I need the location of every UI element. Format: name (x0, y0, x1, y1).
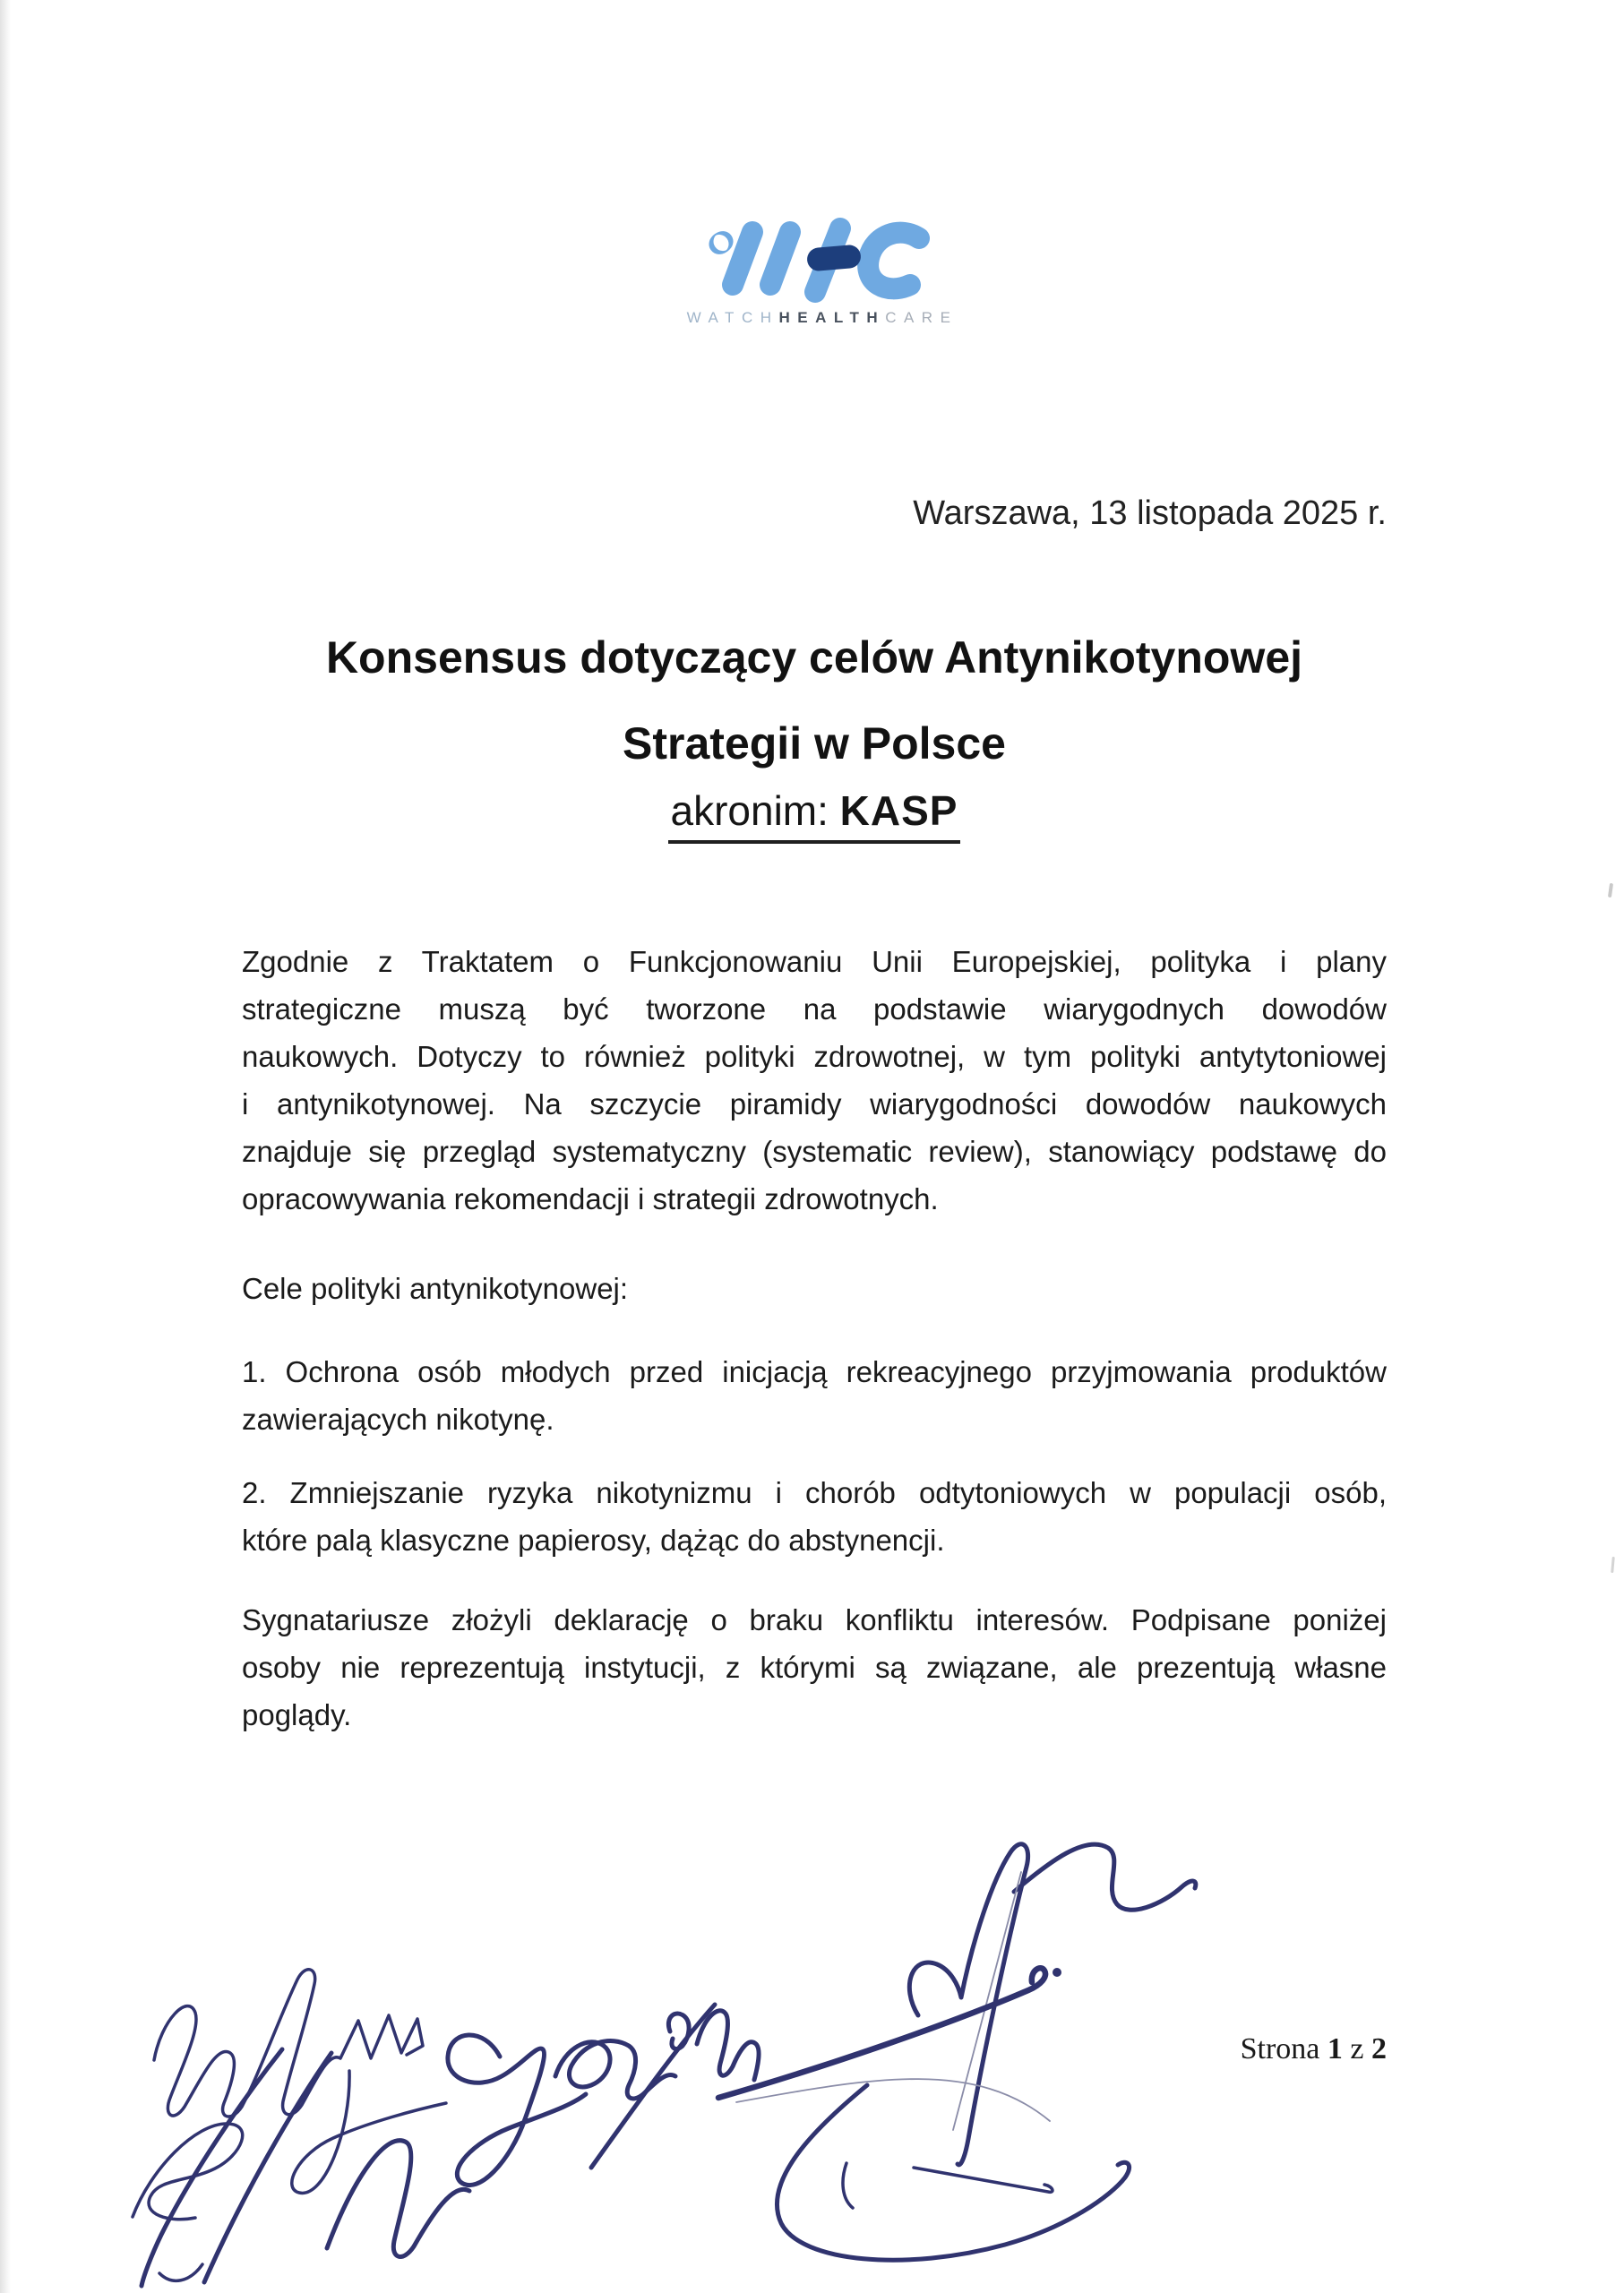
paragraph-line: i antynikotynowej. Na szczycie piramidy wiarygodności dowodów naukowych (242, 1087, 1387, 1121)
scan-edge-shadow (0, 0, 11, 2293)
goal-item-2 (242, 1469, 1387, 1564)
title-line-1: Konsensus dotyczący celów Antynikotynowej (325, 632, 1303, 683)
intro-paragraph (242, 938, 1387, 1223)
paragraph-line: strategiczne muszą być tworzone na podstawie wiarygodnych dowodów (242, 992, 1387, 1026)
signature-1 (154, 1970, 446, 2194)
logo-brand-text (679, 308, 966, 328)
paragraph-line: Zgodnie z Traktatem o Funkcjonowaniu Unii Europejskiej, polityka i plany (242, 945, 1387, 978)
paragraph-line: poglądy. (242, 1698, 352, 1731)
paragraph-line: opracowywania rekomendacji i strategii zdrowotnych. (242, 1182, 939, 1215)
paragraph-line: które palą klasyczne papierosy, dążąc do abstynencji. (242, 1524, 945, 1557)
page-number (242, 2030, 1387, 2069)
paragraph-line: Sygnatariusze złożyli deklarację o braku konfliktu interesów. Podpisane poniżej (242, 1603, 1387, 1636)
paragraph-line: osoby nie reprezentują instytucji, z którymi są związane, ale prezentują własne (242, 1651, 1387, 1684)
page-current: 1 (1327, 2032, 1343, 2065)
goals-heading (242, 1265, 1387, 1312)
paragraph-line: 1. Ochrona osób młodych przed inicjacją rekreacyjnego przyjmowania produktów (242, 1355, 1387, 1388)
page-separator: z (1342, 2032, 1371, 2065)
acronym-prefix: akronim: (670, 787, 840, 834)
paragraph-line: naukowych. Dotyczy to również polityki zdrowotnej, w tym polityki antytytoniowej (242, 1040, 1387, 1073)
paragraph-line: 2. Zmniejszanie ryzyka nikotynizmu i chorób odtytoniowych w populacji osób, (242, 1476, 1387, 1509)
goal-item-1 (242, 1348, 1387, 1443)
logo (679, 213, 966, 328)
page-total: 2 (1371, 2032, 1387, 2065)
acronym-value: KASP (839, 787, 958, 834)
title-line-2: Strategii w Polsce (623, 718, 1006, 769)
scan-artifact-dash (1608, 883, 1613, 897)
scan-artifact-dash (1611, 1557, 1615, 1573)
signature-2 (909, 1844, 1196, 2165)
brand-watch: WATCH (686, 309, 779, 326)
signature-5 (668, 1968, 1129, 2260)
acronym-underlined (668, 787, 961, 844)
date-line: Warszawa, 13 listopada 2025 r. (913, 494, 1387, 532)
closing-paragraph (242, 1596, 1387, 1739)
page-label: Strona (1240, 2032, 1328, 2065)
document-title (242, 614, 1387, 786)
whc-logo-icon (679, 213, 966, 303)
brand-care: CARE (885, 309, 958, 326)
paragraph-line: znajduje się przegląd systematyczny (systematic review), stanowiący podstawę do (242, 1135, 1387, 1168)
goals-heading-text: Cele polityki antynikotynowej: (242, 1272, 629, 1305)
brand-health: HEALTH (778, 309, 886, 326)
subtitle (242, 785, 1387, 837)
signatures-image (54, 1747, 1397, 2293)
paragraph-line: zawierających nikotynę. (242, 1403, 554, 1436)
